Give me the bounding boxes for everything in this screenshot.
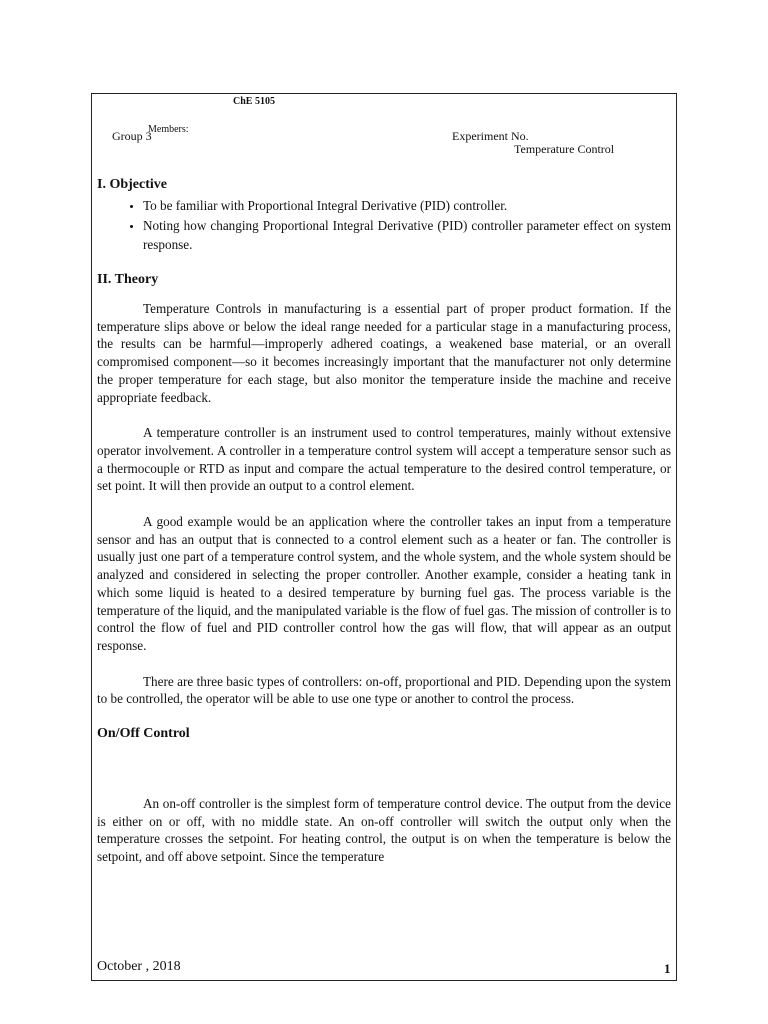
experiment-title: Temperature Control <box>514 142 615 156</box>
group-label: Group 3 <box>112 129 152 143</box>
onoff-paragraph: An on-off controller is the simplest form of temperature control device. The output from the device is either on or off, with no middle state. An on-off controller will switch the output only when the temperature crosses the setpoint. For heating control, the output is on when the temperature is below the setpoint, and off above setpoint. Since the temperature <box>97 796 671 865</box>
objective-heading: I. Objective <box>97 177 167 192</box>
objective-list <box>97 196 671 254</box>
experiment-number-label: Experiment No. <box>452 129 529 143</box>
theory-paragraph: A good example would be an application where the controller takes an input from a temperature sensor and has an output that is connected to a control element such as a heater or fan. The controller is usually just one part of a temperature control system, and the whole system, and the whole system should be analyzed and considered in selecting the proper controller. Another example, consider a heating tank in which some liquid is heated to a desired temperature by burning fuel gas. The process variable is the temperature of the liquid, and the manipulated variable is the flow of fuel gas. The mission of controller is to control the flow of fuel and PID controller control how the gas will flow, that will appear as an output response. <box>97 514 671 653</box>
document-body <box>97 176 671 866</box>
theory-paragraph: Temperature Controls in manufacturing is a essential part of proper product formation. If the temperature slips above or below the ideal range needed for a particular stage in a manufacturing process, the results can be harmful—improperly adhered coatings, a weakened base material, or an overall compromised component—so it becomes increasingly important that the manufacturer not only determine the proper temperature for each stage, but also monitor the temperature inside the machine and receive appropriate feedback. <box>97 301 671 405</box>
course-code: ChE 5105 <box>233 96 275 107</box>
theory-paragraph: There are three basic types of controllers: on-off, proportional and PID. Depending upon the system to be controlled, the operator will be able to use one type or another to control the process. <box>97 673 671 707</box>
objective-item: • Noting how changing Proportional Integral Derivative (PID) controller parameter effect on system response. <box>143 216 671 254</box>
page-number: 1 <box>664 961 671 976</box>
onoff-heading: On/Off Control <box>97 726 190 742</box>
theory-heading: II. Theory <box>97 272 159 287</box>
footer-date: October , 2018 <box>97 959 181 974</box>
objective-item: • To be familiar with Proportional Integral Derivative (PID) controller. <box>143 196 671 215</box>
theory-paragraph: A temperature controller is an instrument used to control temperatures, mainly without extensive operator involvement. A controller in a temperature control system will accept a temperature sensor such as a thermocouple or RTD as input and compare the actual temperature to the desired control temperature, or set point. It will then provide an output to a control element. <box>97 425 671 494</box>
members-label: Members: <box>148 124 189 135</box>
